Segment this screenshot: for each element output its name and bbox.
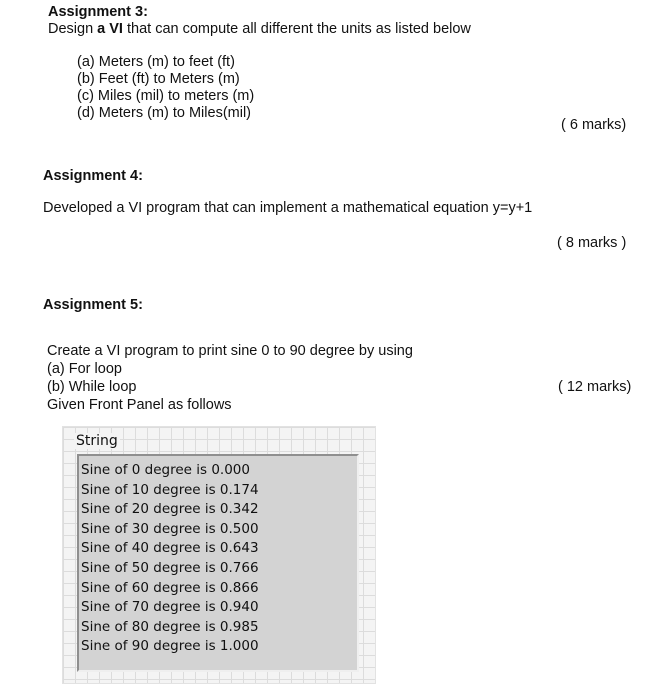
assignment-5-line: Create a VI program to print sine 0 to 90 degree by using [47, 343, 413, 359]
assignment-3-list [77, 54, 254, 122]
assignment-5-title: Assignment 5: [43, 297, 143, 313]
list-item: (d) Meters (m) to Miles(mil) [77, 105, 251, 121]
list-item: (a) Meters (m) to feet (ft) [77, 54, 235, 70]
string-indicator [77, 454, 359, 672]
list-item: (c) Miles (mil) to meters (m) [77, 88, 255, 104]
indicator-line: Sine of 50 degree is 0.766 [81, 559, 259, 576]
assignment-3-marks: ( 6 marks) [561, 117, 627, 133]
assignment-5-line: (a) For loop [47, 361, 122, 377]
indicator-line: Sine of 40 degree is 0.643 [81, 540, 259, 557]
assignment-3-title: Assignment 3: [48, 4, 148, 20]
assignment-3-desc-post: that can compute all different the units as listed below [122, 21, 471, 37]
assignment-4-title: Assignment 4: [43, 168, 143, 184]
indicator-line: Sine of 20 degree is 0.342 [81, 501, 259, 518]
labview-front-panel [62, 426, 376, 684]
assignment-5-description [47, 342, 413, 414]
assignment-3-description [48, 21, 471, 38]
assignment-5-line: Given Front Panel as follows [47, 397, 232, 413]
indicator-line: Sine of 30 degree is 0.500 [81, 520, 259, 537]
assignment-4-description: Developed a VI program that can implement a mathematical equation y=y+1 [43, 200, 533, 216]
assignment-4-marks: ( 8 marks ) [557, 235, 627, 251]
indicator-line: Sine of 0 degree is 0.000 [81, 462, 250, 478]
assignment-3-desc-pre: Design [48, 21, 98, 37]
indicator-line: Sine of 90 degree is 1.000 [81, 638, 259, 655]
indicator-line: Sine of 10 degree is 0.174 [81, 481, 259, 498]
list-item: (b) Feet (ft) to Meters (m) [77, 71, 240, 87]
indicator-line: Sine of 80 degree is 0.985 [81, 618, 259, 635]
string-indicator-label: String [76, 433, 118, 449]
assignment-5-line: (b) While loop [47, 379, 137, 395]
indicator-line: Sine of 70 degree is 0.940 [81, 599, 259, 616]
assignment-3-desc-bold: a VI [97, 21, 123, 37]
assignment-5-marks: ( 12 marks) [558, 379, 632, 395]
indicator-line: Sine of 60 degree is 0.866 [81, 579, 259, 596]
